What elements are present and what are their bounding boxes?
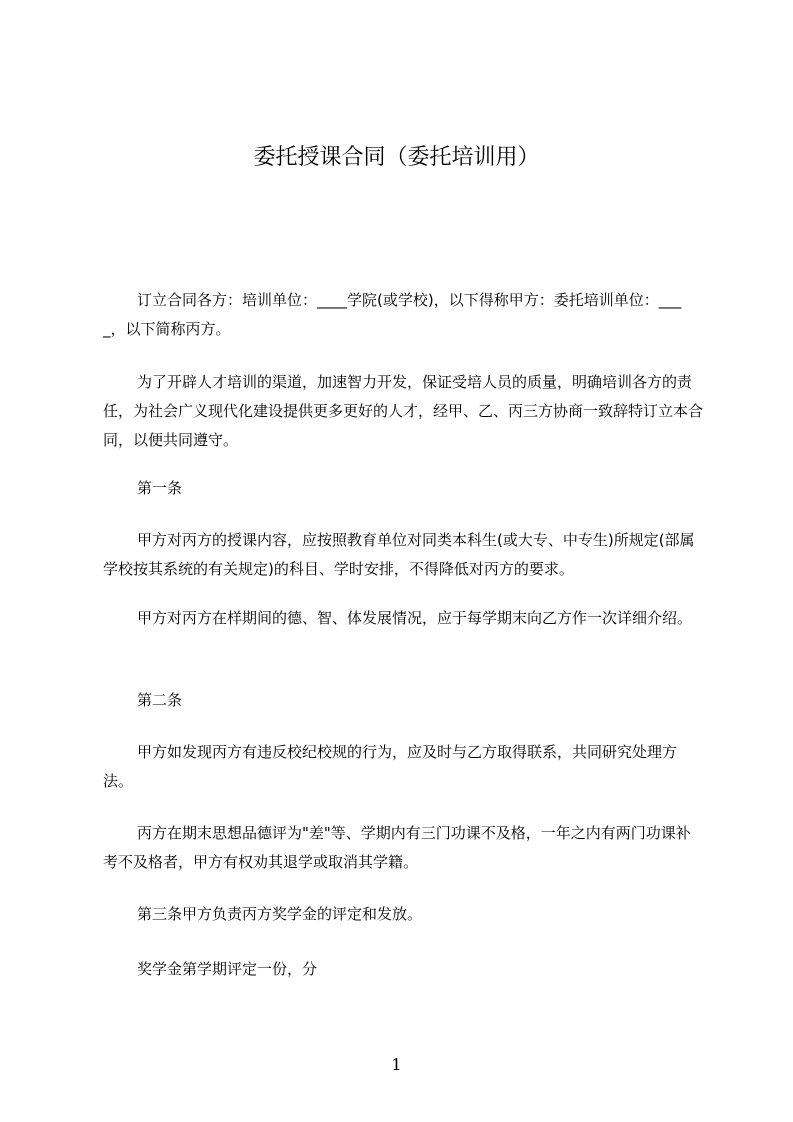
page-number: 1 [391,1055,402,1074]
document-title: 委托授课合同（委托培训用） [253,145,540,170]
article-1-clause-1: 甲方对丙方的授课内容，应按照教育单位对同类本科生(或大专、中专生)所规定(部属学校按其系统的有关规定)的科目、学时安排，不得降低对丙方的要求。 [103,531,695,578]
article-1-clause-2: 甲方对丙方在样期间的德、智、体发展情况，应于每学期末向乙方作一次详细介绍。 [137,609,693,627]
article-2-clause-1: 甲方如发现丙方有违反校纪校规的行为，应及时与乙方取得联系，共同研究处理方法。 [103,743,678,790]
article-1-heading: 第一条 [137,479,183,497]
article-3-heading: 第三条甲方负责丙方奖学金的评定和发放。 [137,905,423,923]
parties-paragraph: 订立合同各方：培训单位：____学院(或学校)，以下得称甲方：委托培训单位：____，以下简称丙方。 [103,291,682,338]
preamble-paragraph: 为了开辟人才培训的渠道，加速智力开发，保证受培人员的质量，明确培训各方的责任，为社会广义现代化建设提供更多更好的人才，经甲、乙、丙三方协商一致辞特订立本合同，以便共同遵守。 [103,373,704,449]
article-2-heading: 第二条 [137,691,183,709]
scholarship-paragraph: 奖学金第学期评定一份，分 [137,960,318,978]
article-2-clause-2: 丙方在期末思想品德评为"差"等、学期内有三门功课不及格，一年之内有两门功课补考不及格者，甲方有权劝其退学或取消其学籍。 [103,824,691,871]
